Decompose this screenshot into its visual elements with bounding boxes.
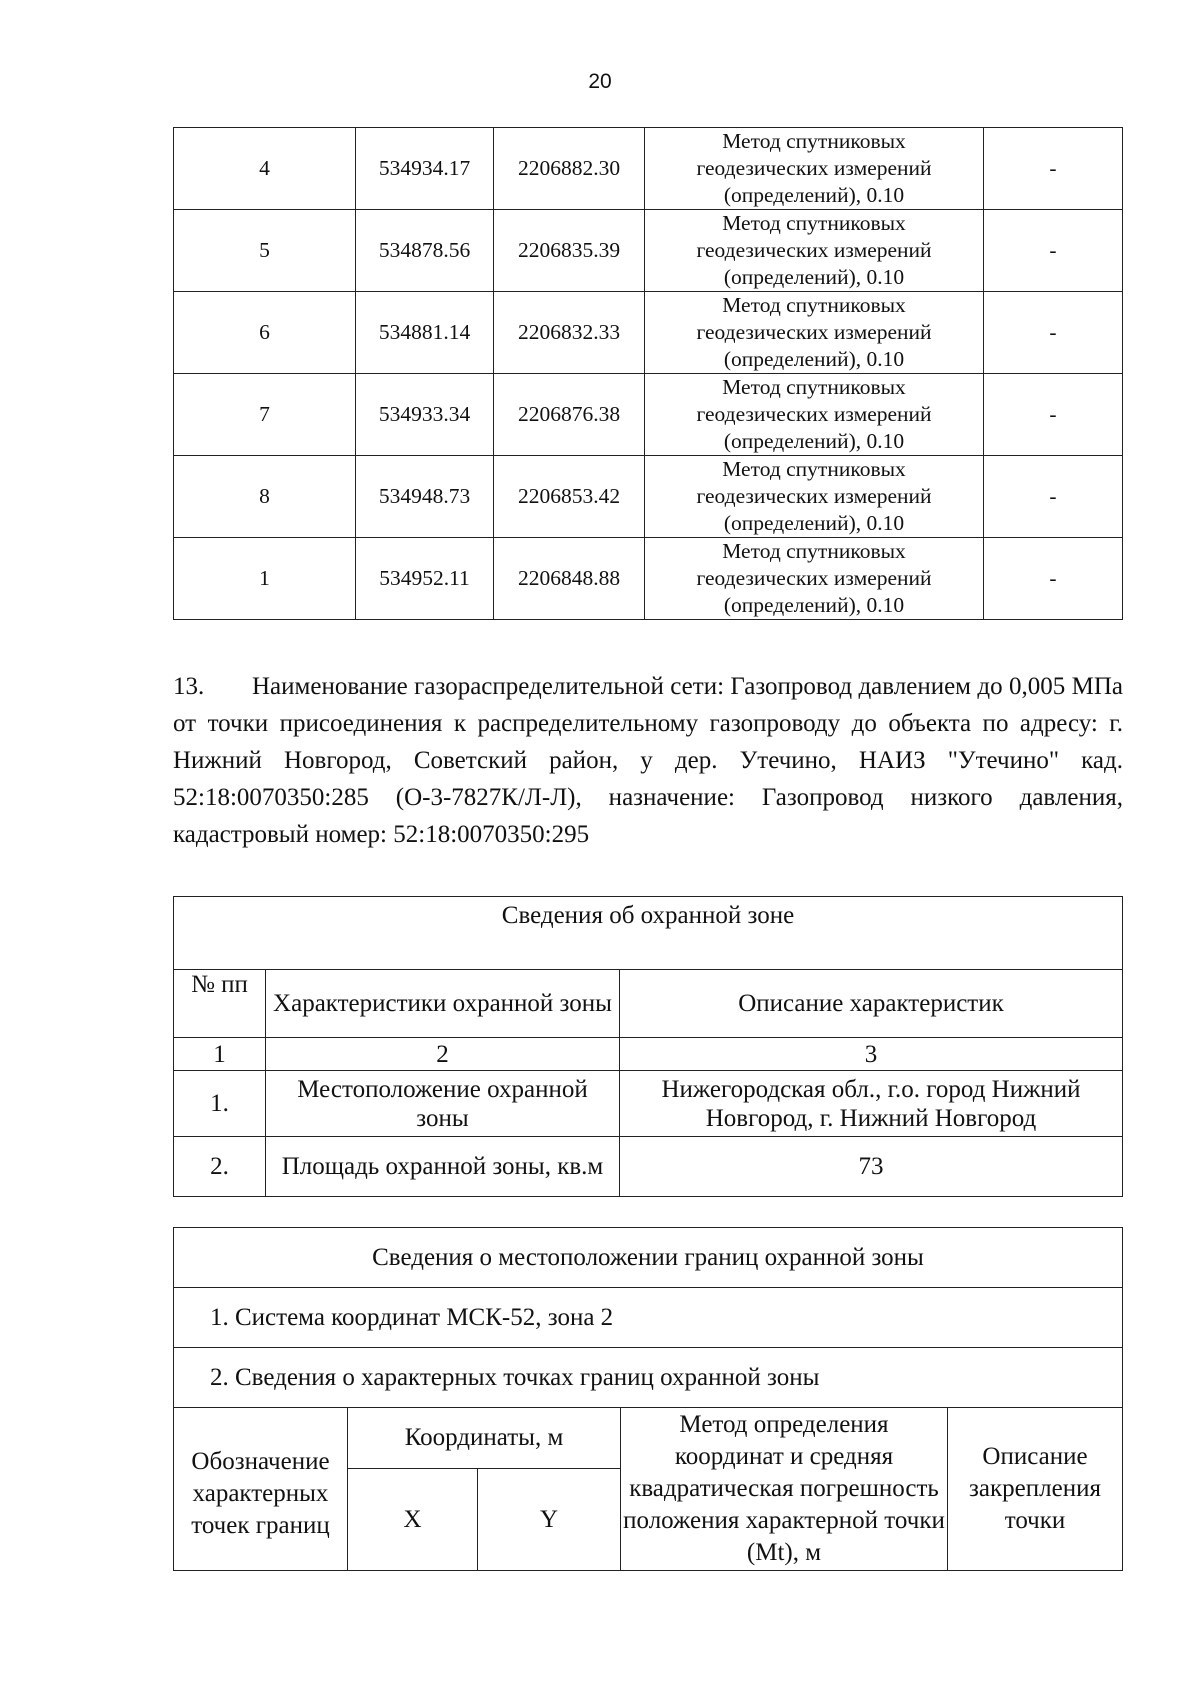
- col-point-header: Обозначение характерных точек границ: [174, 1408, 348, 1571]
- method-line: (определений), 0.10: [723, 429, 905, 453]
- y-coordinate-cell: 2206853.42: [494, 456, 645, 538]
- x-coordinate-cell: 534878.56: [356, 210, 494, 292]
- table-row: [174, 374, 1123, 456]
- method-line: геодезических измерений: [696, 320, 932, 344]
- zone-row-num: 1.: [174, 1071, 266, 1137]
- x-coordinate-cell: 534952.11: [356, 538, 494, 620]
- section-paragraph: [173, 668, 1123, 853]
- zone-index-1: 1: [174, 1038, 266, 1071]
- method-line: (определений), 0.10: [723, 265, 905, 289]
- method-cell: [645, 210, 984, 292]
- method-line: Метод спутниковых: [722, 211, 906, 235]
- description-cell: -: [984, 456, 1123, 538]
- table-row: [174, 292, 1123, 374]
- coordinate-system: 1. Система координат МСК-52, зона 2: [174, 1288, 1123, 1348]
- point-number-cell: 8: [174, 456, 356, 538]
- col-method-header: Метод определения координат и средняя квадратическая погрешность положения характерной точки (Mt), м: [621, 1408, 948, 1571]
- boundaries-title: Сведения о местоположении границ охранной зоны: [174, 1228, 1123, 1288]
- y-coordinate-cell: 2206876.38: [494, 374, 645, 456]
- method-cell: [645, 374, 984, 456]
- method-line: Метод спутниковых: [722, 129, 906, 153]
- method-cell: [645, 292, 984, 374]
- description-cell: -: [984, 292, 1123, 374]
- table-row: [174, 538, 1123, 620]
- zone-index-3: 3: [620, 1038, 1123, 1071]
- y-coordinate-cell: 2206835.39: [494, 210, 645, 292]
- point-number-cell: 1: [174, 538, 356, 620]
- zone-row-description: Нижегородская обл., г.о. город Нижний Новгород, г. Нижний Новгород: [620, 1071, 1123, 1137]
- method-line: (определений), 0.10: [723, 593, 905, 617]
- zone-header-num: № пп: [174, 970, 266, 1038]
- x-coordinate-cell: 534933.34: [356, 374, 494, 456]
- x-coordinate-cell: 534948.73: [356, 456, 494, 538]
- table-row: [174, 128, 1123, 210]
- col-description-header: Описание закрепления точки: [948, 1408, 1123, 1571]
- description-cell: -: [984, 374, 1123, 456]
- zone-row-description: 73: [620, 1137, 1123, 1197]
- description-cell: -: [984, 538, 1123, 620]
- y-coordinate-cell: 2206882.30: [494, 128, 645, 210]
- method-cell: [645, 456, 984, 538]
- method-line: геодезических измерений: [696, 156, 932, 180]
- point-number-cell: 4: [174, 128, 356, 210]
- method-line: Метод спутниковых: [722, 539, 906, 563]
- method-line: Метод спутниковых: [722, 293, 906, 317]
- method-cell: [645, 128, 984, 210]
- method-line: Метод спутниковых: [722, 375, 906, 399]
- col-coords-header: Координаты, м: [348, 1408, 621, 1469]
- section-text: Наименование газораспределительной сети: Газопровод давлением до 0,005 МПа от точки присоединения к распределительному газопроводу до объекта по адресу: г. Нижний Новгород, Советский район, у дер. Утечино, НАИЗ "Утечино" кад. 52:18:0070350:285 (О-3-7827К/Л-Л), назначение: Газопровод низкого давления, кадастровый номер: 52:18:0070350:295: [173, 673, 1123, 848]
- method-line: геодезических измерений: [696, 238, 932, 262]
- page-number: 20: [588, 70, 612, 93]
- zone-row-num: 2.: [174, 1137, 266, 1197]
- coordinates-table: [173, 127, 1123, 620]
- zone-row-characteristic: Площадь охранной зоны, кв.м: [266, 1137, 620, 1197]
- method-line: геодезических измерений: [696, 402, 932, 426]
- x-coordinate-cell: 534881.14: [356, 292, 494, 374]
- method-line: геодезических измерений: [696, 484, 932, 508]
- point-number-cell: 6: [174, 292, 356, 374]
- zone-header-characteristic: Характеристики охранной зоны: [266, 970, 620, 1038]
- y-coordinate-cell: 2206832.33: [494, 292, 645, 374]
- point-number-cell: 7: [174, 374, 356, 456]
- col-y-header: Y: [478, 1469, 621, 1571]
- section-number: 13.: [173, 673, 205, 700]
- y-coordinate-cell: 2206848.88: [494, 538, 645, 620]
- point-number-cell: 5: [174, 210, 356, 292]
- method-cell: [645, 538, 984, 620]
- zone-info-title: Сведения об охранной зоне: [174, 897, 1123, 970]
- table-row: [174, 210, 1123, 292]
- boundaries-table: [173, 1227, 1123, 1571]
- zone-info-table: [173, 896, 1123, 1197]
- table-row: [174, 456, 1123, 538]
- description-cell: -: [984, 210, 1123, 292]
- points-title: 2. Сведения о характерных точках границ охранной зоны: [174, 1348, 1123, 1408]
- zone-index-2: 2: [266, 1038, 620, 1071]
- x-coordinate-cell: 534934.17: [356, 128, 494, 210]
- zone-row-characteristic: Местоположение охранной зоны: [266, 1071, 620, 1137]
- method-line: Метод спутниковых: [722, 457, 906, 481]
- method-line: (определений), 0.10: [723, 183, 905, 207]
- method-line: (определений), 0.10: [723, 511, 905, 535]
- zone-header-description: Описание характеристик: [620, 970, 1123, 1038]
- description-cell: -: [984, 128, 1123, 210]
- col-x-header: X: [348, 1469, 478, 1571]
- method-line: (определений), 0.10: [723, 347, 905, 371]
- method-line: геодезических измерений: [696, 566, 932, 590]
